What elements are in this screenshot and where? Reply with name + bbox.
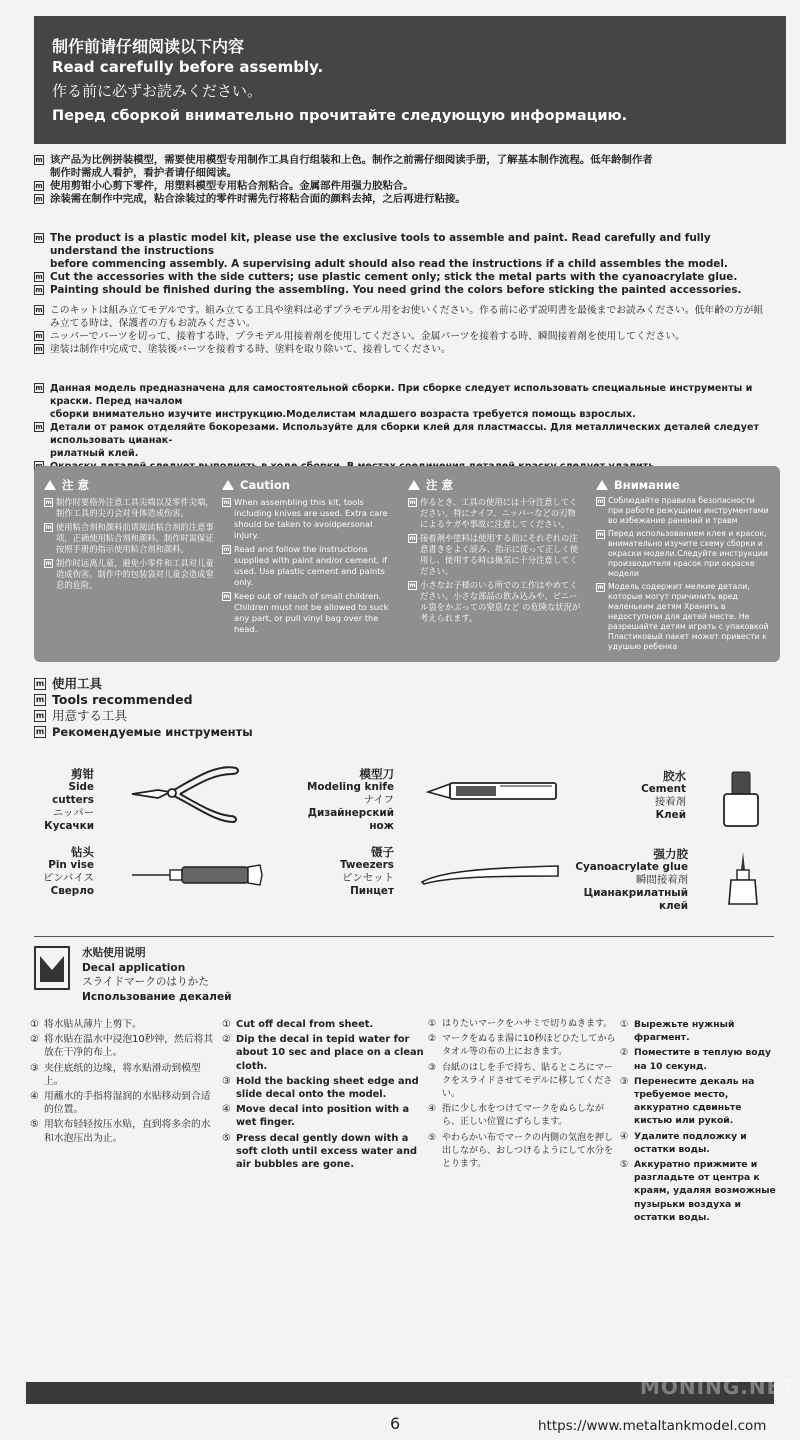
intro-line: m Painting should be finished during the assembling. You need grind the colors before sticking the painted accessories. <box>35 284 742 296</box>
side-cutters-icon <box>128 762 240 828</box>
intro-line: 制作时需成人看护，看护者请仔细阅读。 <box>50 167 238 179</box>
decal-steps-ru <box>620 1018 776 1226</box>
m-marker-icon: m <box>35 384 43 392</box>
m-marker-icon: m <box>409 535 416 542</box>
m-marker-icon: m <box>35 234 43 242</box>
intro-line: m 塗装は制作中完成で、塗装後パーツを接着する時、塗料を取り除いて、接着してください。 <box>35 344 451 355</box>
pin-vise-icon <box>130 860 266 890</box>
header-cn: 制作前请仔细阅读以下内容 <box>52 37 245 56</box>
header-en: Read carefully before assembly. <box>52 58 324 76</box>
intro-line: m Cut the accessories with the side cutters; use plastic cement only; stick the metal parts with the cyanoacrylate glue. <box>35 271 738 283</box>
decal-heading-en: Decal application <box>82 961 186 974</box>
m-marker-icon: m <box>35 423 43 431</box>
section-divider <box>34 936 774 937</box>
tools-heading-jp: 用意する工具 <box>52 708 128 723</box>
tool-label-pin-vise: 钻头 Pin vise ピンバイス Сверло <box>42 845 94 897</box>
m-marker-icon: m <box>35 273 43 281</box>
warning-item: m 使用粘合剂和颜料前请阅读粘合剂的注意事项，正确使用粘合剂和颜料。制作时需保证按照手册的指示使用粘合剂和颜料。 <box>45 522 214 554</box>
warning-panel <box>34 466 780 662</box>
tools-heading-en: Tools recommended <box>52 692 193 707</box>
decal-step: ② Поместите в теплую воду на 10 секунд. <box>620 1047 772 1072</box>
decal-heading-ru: Использование декалей <box>82 990 232 1003</box>
m-marker-icon: m <box>35 695 45 704</box>
tools-heading-cn: 使用工具 <box>52 676 103 691</box>
warning-item: m 接着剤や塗料は使用する前にそれぞれの注意書きをよく読み、指示に従って正しく使用し、使用する時は換気に十分注意してください。 <box>409 533 579 576</box>
glue-bottle-icon <box>726 850 760 908</box>
tool-label-side-cutters: 剪钳 Side cutters ニッパー Кусачки <box>44 767 94 832</box>
m-marker-icon: m <box>409 582 416 589</box>
decal-step: ⑤ やわらかい布でマークの内側の気泡を押し出しながら、おしつけるようにして水分をとります。 <box>428 1132 614 1170</box>
warning-column-ru: Внимание m Соблюдайте правила безопасности при работе режущими инструментами во избежание ранений и травм m Перед использованием клея и красок, внимательно изучите схему сборки и окраски модели.Следуйте инструкции производителя красок при окраске модели m Модель содержит мелкие детали, которые могут причинить вред маленьким детям Хранить в недоступном для детей месте. Не разрешайте детям играть с упаковкой Пластиковый пакет может привести к удушью ребенка <box>596 480 772 655</box>
intro-line: m 涂装需在制作中完成，粘合涂装过的零件时需先行将粘合面的颜料去掉，之后再进行粘接。 <box>35 193 466 205</box>
header-ru: Перед сборкой внимательно прочитайте следующую информацию. <box>52 108 628 124</box>
warning-item: m Соблюдайте правила безопасности при работе режущими инструментами во избежание ранений и травм <box>597 496 769 525</box>
decal-step: ④ 用蘸水的手指将湿润的水贴移动到合适的位置。 <box>30 1091 211 1116</box>
intro-jp <box>34 304 774 356</box>
decal-step: ② マークをぬるま湯に10秒ほどひたしてからタオル等の布の上におきます。 <box>428 1034 616 1058</box>
m-marker-icon: m <box>35 306 43 314</box>
tool-label-cyanoacrylate-glue: 强力胶 Cyanoacrylate glue 瞬間接着剤 Цианакрилатный клей <box>575 847 688 912</box>
warning-item: m Keep out of reach of small children. Children must not be allowed to suck any part, or pull vinyl bag over the head. <box>223 591 389 634</box>
decal-step: ② Dip the decal in tepid water for about 10 sec and place on a clean cloth. <box>222 1034 424 1072</box>
m-marker-icon: m <box>35 286 43 294</box>
intro-line: before commencing assembly. A supervising adult should also read the instructions if a child assembles the model. <box>50 258 728 270</box>
intro-line: み立てる時は、保護者の方もお読みください。 <box>50 318 256 329</box>
decal-step: ④ 指に少し水をつけてマークをぬらしながら、正しい位置にずらします。 <box>428 1104 605 1128</box>
warning-item: m 作るとき、工具の使用には十分注意してください。特にナイフ、ニッパーなどの刃物によるケガや事故に注意してください。 <box>409 497 578 529</box>
intro-ru <box>34 382 774 473</box>
intro-line: m The product is a plastic model kit, please use the exclusive tools to assemble and paint. Read carefully and fully understand the instructions <box>35 232 711 257</box>
m-marker-icon: m <box>223 499 230 506</box>
intro-line: рилатный клей. <box>50 448 139 459</box>
m-marker-icon: m <box>35 345 43 353</box>
tweezers-icon <box>420 862 562 888</box>
warning-item: m When assembling this kit, tools including knives are used. Extra care should be taken to avoidpersonal injury. <box>223 497 388 540</box>
warning-item: m 制作时要格外注意工具尖端以及零件尖端，制作工具的尖刃会对身体造成伤害。 <box>45 497 214 518</box>
intro-cn <box>34 154 774 206</box>
decal-heading-jp: スライドマークのはりかた <box>82 976 209 988</box>
cement-bottle-icon <box>718 770 764 828</box>
decal-step: ① 将水贴从薄片上剪下。 <box>30 1019 142 1030</box>
decal-sheet-icon <box>34 946 70 990</box>
decal-steps-cn <box>30 1018 220 1147</box>
tool-label-tweezers: 镊子 Tweezers ピンセット Пинцет <box>339 845 394 897</box>
decal-step: ① はりたいマークをハサミで切りぬきます。 <box>428 1019 613 1029</box>
decal-steps-en <box>222 1018 426 1173</box>
warning-triangle-icon <box>596 480 608 490</box>
m-marker-icon: m <box>223 593 230 600</box>
m-marker-icon: m <box>35 195 43 203</box>
m-marker-icon: m <box>35 156 43 164</box>
tools-heading <box>34 676 253 740</box>
warning-item: m Read and follow the instructions supplied with paint and/or cement, if used. Use plastic cement and paints only. <box>223 544 388 587</box>
decal-step: ⑤ 用软布轻轻按压水贴，直到将多余的水和水泡压出为止。 <box>30 1119 211 1144</box>
source-url: https://www.metaltankmodel.com <box>538 1418 767 1434</box>
intro-line: m 该产品为比例拼装模型，需要使用模型专用制作工具自行组装和上色。制作之前需仔细阅读手册，了解基本制作流程。低年龄制作者 <box>35 154 653 166</box>
warning-triangle-icon <box>408 480 420 490</box>
m-marker-icon: m <box>409 499 416 506</box>
decal-step: ① Вырежьте нужный фрагмент. <box>620 1019 735 1044</box>
m-marker-icon: m <box>597 498 604 505</box>
tool-label-cement: 胶水 Cement 接着剤 Клей <box>641 769 686 821</box>
decal-heading-cn: 水贴使用说明 <box>82 947 146 959</box>
m-marker-icon: m <box>45 499 52 506</box>
decal-step: ③ 台紙のはしを手で持ち、貼るところにマークをスライドさせてモデルに移してください。 <box>428 1062 614 1100</box>
intro-line: m 使用剪钳小心剪下零件，用塑料模型专用粘合剂粘合。金属部件用强力胶粘合。 <box>35 180 414 192</box>
decal-step: ⑤ Аккуратно прижмите и разгладьте от центра к краям, удаляя возможные пузырьки воздуха и остатки воды. <box>620 1159 776 1223</box>
modeling-knife-icon <box>426 778 560 804</box>
warning-item: m Перед использованием клея и красок, внимательно изучите схему сборки и окраски модели.Следуйте инструкции производителя красок при окраске модели <box>597 529 768 578</box>
intro-line: m このキットは組み立てモデルです。組み立てる工具や塗料は必ずプラモデル用をお使いください。作る前に必ず説明書を最後までお読みください。低年齢の方が組 <box>35 305 764 316</box>
decal-step: ④ Удалите подложку и остатки воды. <box>620 1130 747 1155</box>
decal-step: ③ Перенесите декаль на требуемое место, аккуратно сдвиньте кистью или рукой. <box>620 1075 755 1127</box>
m-marker-icon: m <box>35 727 45 736</box>
intro-line: m Данная модель предназначена для самостоятельной сборки. При сборке следует использовать специальные инструменты и краски. Перед началом <box>35 383 753 407</box>
m-marker-icon: m <box>597 531 604 538</box>
decal-step: ④ Move decal into position with a wet finger. <box>222 1104 410 1129</box>
warning-column-cn: 注 意 m 制作时要格外注意工具尖端以及零件尖端，制作工具的尖刃会对身体造成伤害。 m 使用粘合剂和颜料前请阅读粘合剂的注意事项，正确使用粘合剂和颜料。制作时需保证按照手册的指示使用粘合剂和颜料。 m 制作时远离儿童，避免小零件和工具对儿童造成伤害。制作中的包装袋对儿童会造成窒息的危险。 <box>44 480 220 594</box>
header-banner <box>34 16 786 144</box>
warning-column-jp: 注 意 m 作るとき、工具の使用には十分注意してください。特にナイフ、ニッパーなどの刃物によるケガや事故に注意してください。 m 接着剤や塗料は使用する前にそれぞれの注意書きをよく読み、指示に従って正しく使用し、使用する時は換気に十分注意してください。 m 小さなお子様のいる所での工作はやめてください。小さな部品の飲み込みや、ビニール袋をかぶっての窒息など の危険な状況が考えられます。 <box>408 480 584 627</box>
m-marker-icon: m <box>597 584 604 591</box>
warning-triangle-icon <box>44 480 56 490</box>
intro-en <box>34 232 774 297</box>
m-marker-icon: m <box>45 524 52 531</box>
m-marker-icon: m <box>223 546 230 553</box>
m-marker-icon: m <box>35 711 45 720</box>
intro-line: m ニッパーでパーツを切って、接着する時、プラモデル用接着剤を使用してください。金属パーツを接着する時、瞬間接着剤を使用してください。 <box>35 331 685 342</box>
m-marker-icon: m <box>45 560 52 567</box>
warning-item: m 小さなお子様のいる所での工作はやめてください。小さな部品の飲み込みや、ビニール袋をかぶっての窒息など の危険な状況が考えられます。 <box>409 580 581 623</box>
decal-step: ② 将水贴在温水中浸泡10秒钟，然后将其放在干净的布上。 <box>30 1034 214 1059</box>
intro-line: m Детали от рамок отделяйте бокорезами. Используйте для сборки клей для пластмассы. Для металлических деталей следует использовать цианак- <box>35 422 760 446</box>
decal-step: ⑤ Press decal gently down with a soft cloth until excess water and air bubbles are gone. <box>222 1132 417 1171</box>
warning-column-en: Caution m When assembling this kit, tools including knives are used. Extra care should be taken to avoidpersonal injury. m Read and follow the instructions supplied with paint and/or cement, if used. Use plastic cement and paints only. m Keep out of reach of small children. Children must not be allowed to suck any part, or pull vinyl bag over the head. <box>222 480 398 638</box>
decal-steps-jp <box>428 1018 618 1173</box>
tools-heading-ru: Рекомендуемые инструменты <box>52 725 253 739</box>
warning-item: m 制作时远离儿童，避免小零件和工具对儿童造成伤害。制作中的包装袋对儿童会造成窒息的危险。 <box>45 558 214 590</box>
warning-item: m Модель содержит мелкие детали, которые могут причинить вред маленьким детям Хранить в недоступном для детей месте. Не разрешайте детям играть с упаковкой Пластиковый пакет может привести к удушью ребенка <box>597 582 769 651</box>
tool-label-modeling-knife: 模型刀 Modeling knife ナイフ Дизайнерский нож <box>307 767 394 832</box>
m-marker-icon: m <box>35 332 43 340</box>
decal-step: ③ Hold the backing sheet edge and slide decal onto the model. <box>222 1075 419 1101</box>
header-jp: 作る前に必ずお読みください。 <box>52 82 263 100</box>
warning-triangle-icon <box>222 480 234 490</box>
watermark: MONING.NET <box>640 1375 796 1399</box>
page-number: 6 <box>390 1414 401 1433</box>
decal-step: ① Cut off decal from sheet. <box>222 1019 374 1030</box>
m-marker-icon: m <box>35 182 43 190</box>
m-marker-icon: m <box>35 679 45 688</box>
decal-step: ③ 夹住底纸的边缘，将水贴滑动到模型上。 <box>30 1062 201 1087</box>
intro-line: сборки внимательно изучите инструкцию.Моделистам младшего возраста требуется помощь взрослых. <box>50 409 636 420</box>
